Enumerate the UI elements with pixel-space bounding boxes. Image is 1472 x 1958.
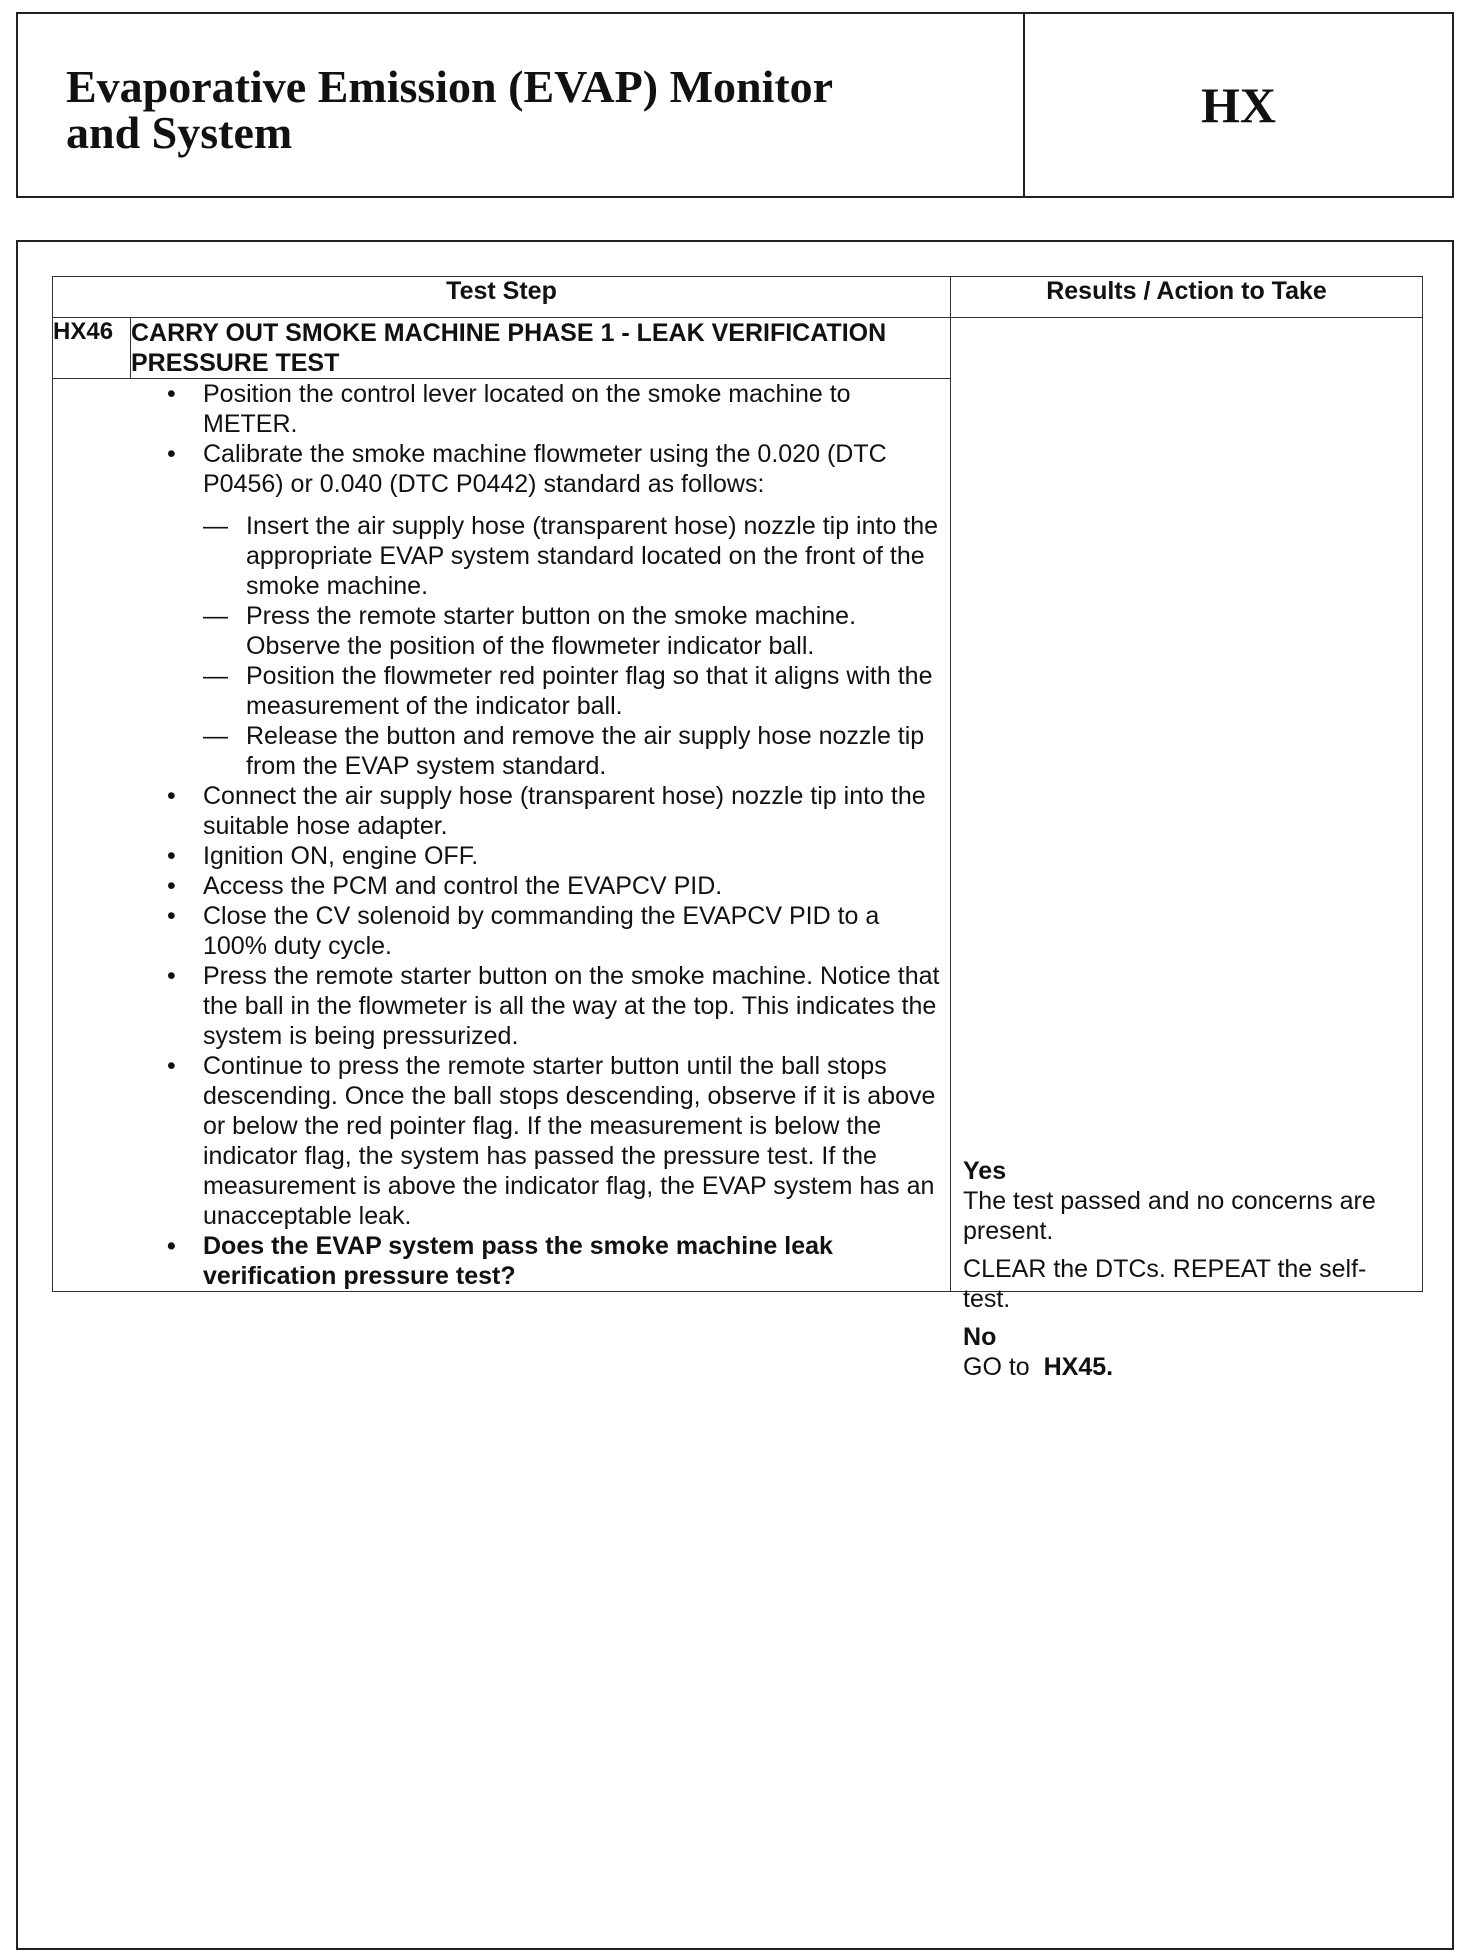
results-no-prefix: GO to (963, 1353, 1030, 1381)
instruction-item: • Connect the air supply hose (transparent hose) nozzle tip into the suitable hose adapter. (163, 781, 950, 841)
section-title (66, 61, 1006, 158)
results-yes-action: CLEAR the DTCs. REPEAT the self-test. (963, 1255, 1367, 1313)
step-body (53, 379, 951, 1292)
results-yes-label: Yes (963, 1157, 1007, 1185)
results-yes-text: The test passed and no concerns are present. (963, 1187, 1376, 1245)
page-header (16, 12, 1454, 198)
instruction-item: • Access the PCM and control the EVAPCV PID. (163, 871, 950, 901)
sub-instruction-item: — Position the flowmeter red pointer flag so that it aligns with the measurement of the indicator ball. (163, 661, 950, 721)
calibration-sub-list (163, 511, 950, 781)
goto-step-link[interactable]: HX45. (1043, 1353, 1114, 1381)
instruction-item: • Continue to press the remote starter button until the ball stops descending. Once the ball stops descending, observe if it is above or below the red pointer flag. If the measurement is below the indicator flag, the system has passed the pressure test. If the measurement is above the indicator flag, the EVAP system has an unacceptable leak. (163, 1051, 950, 1231)
results-no-label: No (963, 1323, 997, 1351)
sub-instruction-item: — Insert the air supply hose (transparent hose) nozzle tip into the appropriate EVAP system standard located on the front of the smoke machine. (163, 511, 950, 601)
instruction-item-text: Calibrate the smoke machine flowmeter using the 0.020 (DTC P0456) or 0.040 (DTC P0442) standard as follows: (203, 440, 887, 498)
step-id: HX46 (53, 318, 131, 379)
section-title-line1: Evaporative Emission (EVAP) Monitor (66, 61, 834, 112)
section-title-line2: and System (66, 107, 293, 158)
sub-instruction-item: — Press the remote starter button on the smoke machine. Observe the position of the flowmeter indicator ball. (163, 601, 950, 661)
sub-instruction-item: — Release the button and remove the air supply hose nozzle tip from the EVAP system standard. (163, 721, 950, 781)
instruction-item: • Press the remote starter button on the smoke machine. Notice that the ball in the flowmeter is all the way at the top. This indicates the system is being pressurized. (163, 961, 950, 1051)
section-code: HX (1201, 77, 1276, 133)
instruction-item: • Close the CV solenoid by commanding the EVAPCV PID to a 100% duty cycle. (163, 901, 950, 961)
results-cell (951, 318, 1423, 1381)
step-title: CARRY OUT SMOKE MACHINE PHASE 1 - LEAK VERIFICATION PRESSURE TEST (131, 318, 951, 379)
col-header-test-step: Test Step (53, 277, 951, 318)
col-header-results: Results / Action to Take (951, 277, 1423, 318)
instruction-item: • Position the control lever located on the smoke machine to METER. (163, 379, 950, 439)
instruction-item: • Ignition ON, engine OFF. (163, 841, 950, 871)
test-step-table (52, 276, 1423, 1381)
step-title-row (53, 318, 1423, 379)
test-question: • Does the EVAP system pass the smoke machine leak verification pressure test? (163, 1231, 950, 1291)
table-header-row (53, 277, 1423, 318)
results-no-action (963, 1352, 1413, 1382)
instruction-item (163, 439, 950, 781)
page-body (16, 240, 1454, 1950)
results-yes (963, 1156, 1413, 1382)
instruction-list (163, 379, 950, 1291)
